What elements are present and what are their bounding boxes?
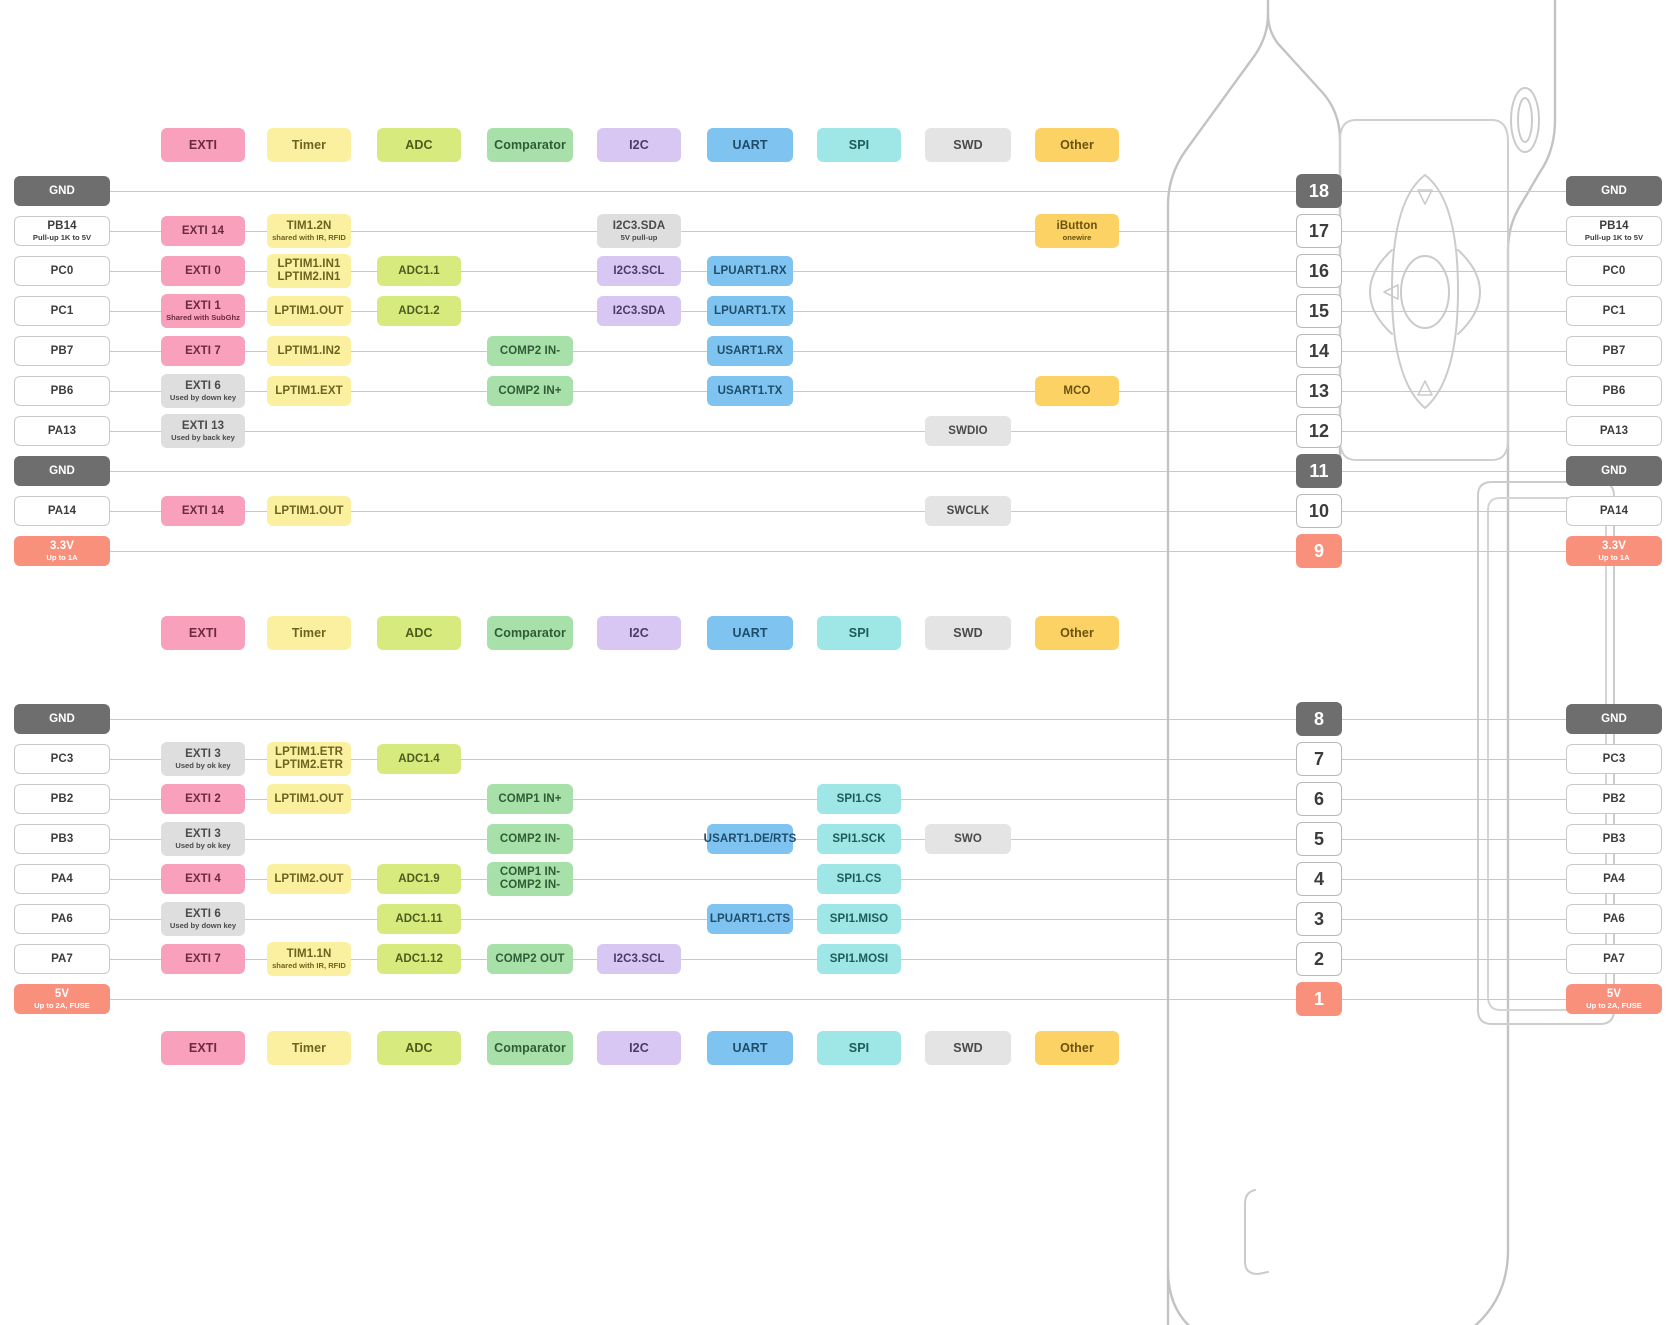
function-chip-uart: LPUART1.RX: [707, 256, 793, 286]
pin-label-left: PC3: [14, 744, 110, 774]
function-chip-swd: SWDIO: [925, 416, 1011, 446]
function-chip-comp: COMP2 IN-: [487, 336, 573, 366]
legend-item-timer: Timer: [267, 1031, 351, 1065]
pin-label-right: PA4: [1566, 864, 1662, 894]
row-connector-left: [110, 919, 1296, 920]
pin-number: 1: [1296, 982, 1342, 1016]
row-connector-right: [1342, 999, 1566, 1000]
pin-label-right: PA7: [1566, 944, 1662, 974]
function-chip-swd: SWO: [925, 824, 1011, 854]
row-connector-left: [110, 551, 1296, 552]
function-chip-exti: EXTI 13 Used by back key: [161, 414, 245, 448]
row-connector-right: [1342, 511, 1566, 512]
function-chip-adc: ADC1.4: [377, 744, 461, 774]
pin-number: 15: [1296, 294, 1342, 328]
function-chip-timer: LPTIM1.EXT: [267, 376, 351, 406]
pin-number: 5: [1296, 822, 1342, 856]
row-connector-right: [1342, 311, 1566, 312]
function-chip-exti: EXTI 14: [161, 216, 245, 246]
function-chip-spi: SPI1.MOSI: [817, 944, 901, 974]
function-chip-exti: EXTI 4: [161, 864, 245, 894]
pin-number: 12: [1296, 414, 1342, 448]
function-chip-comp: COMP1 IN- COMP2 IN-: [487, 862, 573, 896]
function-chip-uart: USART1.DE/RTS: [707, 824, 793, 854]
function-chip-i2c: I2C3.SCL: [597, 256, 681, 286]
row-connector-right: [1342, 471, 1566, 472]
legend-item-i2c: I2C: [597, 1031, 681, 1065]
function-chip-spi: SPI1.MISO: [817, 904, 901, 934]
pin-label-right: PB3: [1566, 824, 1662, 854]
row-connector-right: [1342, 919, 1566, 920]
pin-label-left: PA7: [14, 944, 110, 974]
pin-label-left: GND: [14, 456, 110, 486]
pin-label-right: GND: [1566, 176, 1662, 206]
function-chip-uart: USART1.TX: [707, 376, 793, 406]
function-chip-spi: SPI1.SCK: [817, 824, 901, 854]
function-chip-exti: EXTI 1 Shared with SubGhz: [161, 294, 245, 328]
row-connector-left: [110, 191, 1296, 192]
legend-item-comp: Comparator: [487, 616, 573, 650]
pin-number: 7: [1296, 742, 1342, 776]
legend-item-exti: EXTI: [161, 128, 245, 162]
function-chip-other: MCO: [1035, 376, 1119, 406]
function-chip-i2c: I2C3.SDA 5V pull-up: [597, 214, 681, 248]
function-chip-other: iButton onewire: [1035, 214, 1119, 248]
legend-item-other: Other: [1035, 616, 1119, 650]
legend-item-uart: UART: [707, 616, 793, 650]
row-connector-right: [1342, 391, 1566, 392]
row-connector-left: [110, 431, 1296, 432]
function-chip-comp: COMP1 IN+: [487, 784, 573, 814]
function-chip-i2c: I2C3.SCL: [597, 944, 681, 974]
pin-label-right: PA14: [1566, 496, 1662, 526]
pin-number: 13: [1296, 374, 1342, 408]
function-chip-timer: LPTIM1.IN2: [267, 336, 351, 366]
function-chip-exti: EXTI 3 Used by ok key: [161, 742, 245, 776]
pin-label-left: PC0: [14, 256, 110, 286]
legend-item-comp: Comparator: [487, 128, 573, 162]
function-chip-adc: ADC1.12: [377, 944, 461, 974]
row-connector-right: [1342, 431, 1566, 432]
function-chip-timer: LPTIM1.OUT: [267, 496, 351, 526]
function-chip-exti: EXTI 6 Used by down key: [161, 374, 245, 408]
pin-label-right: PC0: [1566, 256, 1662, 286]
pin-label-left: PB6: [14, 376, 110, 406]
pin-label-left: GND: [14, 176, 110, 206]
row-connector-right: [1342, 351, 1566, 352]
legend-item-i2c: I2C: [597, 616, 681, 650]
pin-label-right: PC3: [1566, 744, 1662, 774]
pin-label-right: PB7: [1566, 336, 1662, 366]
function-chip-spi: SPI1.CS: [817, 784, 901, 814]
pin-label-left: PB14 Pull-up 1K to 5V: [14, 216, 110, 246]
pin-label-right: PB2: [1566, 784, 1662, 814]
pin-label-left: PA14: [14, 496, 110, 526]
pin-number: 18: [1296, 174, 1342, 208]
legend-item-timer: Timer: [267, 128, 351, 162]
pin-number: 10: [1296, 494, 1342, 528]
legend-item-spi: SPI: [817, 616, 901, 650]
pin-number: 6: [1296, 782, 1342, 816]
pin-label-right: GND: [1566, 456, 1662, 486]
function-chip-timer: TIM1.1N shared with IR, RFID: [267, 942, 351, 976]
function-chip-adc: ADC1.9: [377, 864, 461, 894]
legend-item-comp: Comparator: [487, 1031, 573, 1065]
function-chip-timer: TIM1.2N shared with IR, RFID: [267, 214, 351, 248]
function-chip-uart: LPUART1.TX: [707, 296, 793, 326]
function-chip-timer: LPTIM2.OUT: [267, 864, 351, 894]
pin-label-left: PB3: [14, 824, 110, 854]
function-chip-adc: ADC1.2: [377, 296, 461, 326]
row-connector-right: [1342, 551, 1566, 552]
row-connector-right: [1342, 759, 1566, 760]
pin-label-left: 5V Up to 2A, FUSE: [14, 984, 110, 1014]
function-chip-uart: LPUART1.CTS: [707, 904, 793, 934]
function-chip-swd: SWCLK: [925, 496, 1011, 526]
pin-label-right: GND: [1566, 704, 1662, 734]
function-chip-exti: EXTI 0: [161, 256, 245, 286]
pin-label-left: PA4: [14, 864, 110, 894]
pin-number: 16: [1296, 254, 1342, 288]
row-connector-right: [1342, 719, 1566, 720]
legend-item-swd: SWD: [925, 128, 1011, 162]
function-chip-exti: EXTI 3 Used by ok key: [161, 822, 245, 856]
pin-label-left: PB2: [14, 784, 110, 814]
function-chip-timer: LPTIM1.OUT: [267, 296, 351, 326]
legend-item-adc: ADC: [377, 128, 461, 162]
pin-label-left: PA13: [14, 416, 110, 446]
pin-label-left: 3.3V Up to 1A: [14, 536, 110, 566]
row-connector-left: [110, 471, 1296, 472]
legend-item-other: Other: [1035, 1031, 1119, 1065]
row-connector-left: [110, 999, 1296, 1000]
pin-label-right: 3.3V Up to 1A: [1566, 536, 1662, 566]
function-chip-comp: COMP2 IN-: [487, 824, 573, 854]
pin-label-left: PA6: [14, 904, 110, 934]
pin-number: 9: [1296, 534, 1342, 568]
legend-item-uart: UART: [707, 128, 793, 162]
pin-number: 11: [1296, 454, 1342, 488]
pin-label-left: PB7: [14, 336, 110, 366]
row-connector-right: [1342, 231, 1566, 232]
legend-item-i2c: I2C: [597, 128, 681, 162]
function-chip-exti: EXTI 7: [161, 944, 245, 974]
function-chip-exti: EXTI 2: [161, 784, 245, 814]
function-chip-adc: ADC1.11: [377, 904, 461, 934]
pin-label-right: PA6: [1566, 904, 1662, 934]
pin-number: 8: [1296, 702, 1342, 736]
legend-item-exti: EXTI: [161, 1031, 245, 1065]
legend-item-spi: SPI: [817, 1031, 901, 1065]
pin-label-left: PC1: [14, 296, 110, 326]
function-chip-i2c: I2C3.SDA: [597, 296, 681, 326]
row-connector-right: [1342, 191, 1566, 192]
pin-number: 14: [1296, 334, 1342, 368]
legend-item-adc: ADC: [377, 616, 461, 650]
function-chip-spi: SPI1.CS: [817, 864, 901, 894]
legend-item-uart: UART: [707, 1031, 793, 1065]
legend-item-timer: Timer: [267, 616, 351, 650]
function-chip-timer: LPTIM1.OUT: [267, 784, 351, 814]
function-chip-timer: LPTIM1.IN1 LPTIM2.IN1: [267, 254, 351, 288]
pin-label-right: PA13: [1566, 416, 1662, 446]
function-chip-uart: USART1.RX: [707, 336, 793, 366]
legend-item-exti: EXTI: [161, 616, 245, 650]
pin-label-right: PB6: [1566, 376, 1662, 406]
row-connector-right: [1342, 839, 1566, 840]
function-chip-adc: ADC1.1: [377, 256, 461, 286]
pin-number: 4: [1296, 862, 1342, 896]
pin-number: 2: [1296, 942, 1342, 976]
legend-item-adc: ADC: [377, 1031, 461, 1065]
row-connector-left: [110, 719, 1296, 720]
pin-number: 3: [1296, 902, 1342, 936]
function-chip-exti: EXTI 7: [161, 336, 245, 366]
row-connector-right: [1342, 799, 1566, 800]
row-connector-right: [1342, 879, 1566, 880]
function-chip-exti: EXTI 6 Used by down key: [161, 902, 245, 936]
pin-label-right: 5V Up to 2A, FUSE: [1566, 984, 1662, 1014]
pin-number: 17: [1296, 214, 1342, 248]
row-connector-right: [1342, 271, 1566, 272]
function-chip-timer: LPTIM1.ETR LPTIM2.ETR: [267, 742, 351, 776]
function-chip-exti: EXTI 14: [161, 496, 245, 526]
pin-label-right: PB14 Pull-up 1K to 5V: [1566, 216, 1662, 246]
legend-item-other: Other: [1035, 128, 1119, 162]
row-connector-right: [1342, 959, 1566, 960]
function-chip-comp: COMP2 IN+: [487, 376, 573, 406]
function-chip-comp: COMP2 OUT: [487, 944, 573, 974]
legend-item-spi: SPI: [817, 128, 901, 162]
pin-label-left: GND: [14, 704, 110, 734]
pin-label-right: PC1: [1566, 296, 1662, 326]
legend-item-swd: SWD: [925, 616, 1011, 650]
legend-item-swd: SWD: [925, 1031, 1011, 1065]
